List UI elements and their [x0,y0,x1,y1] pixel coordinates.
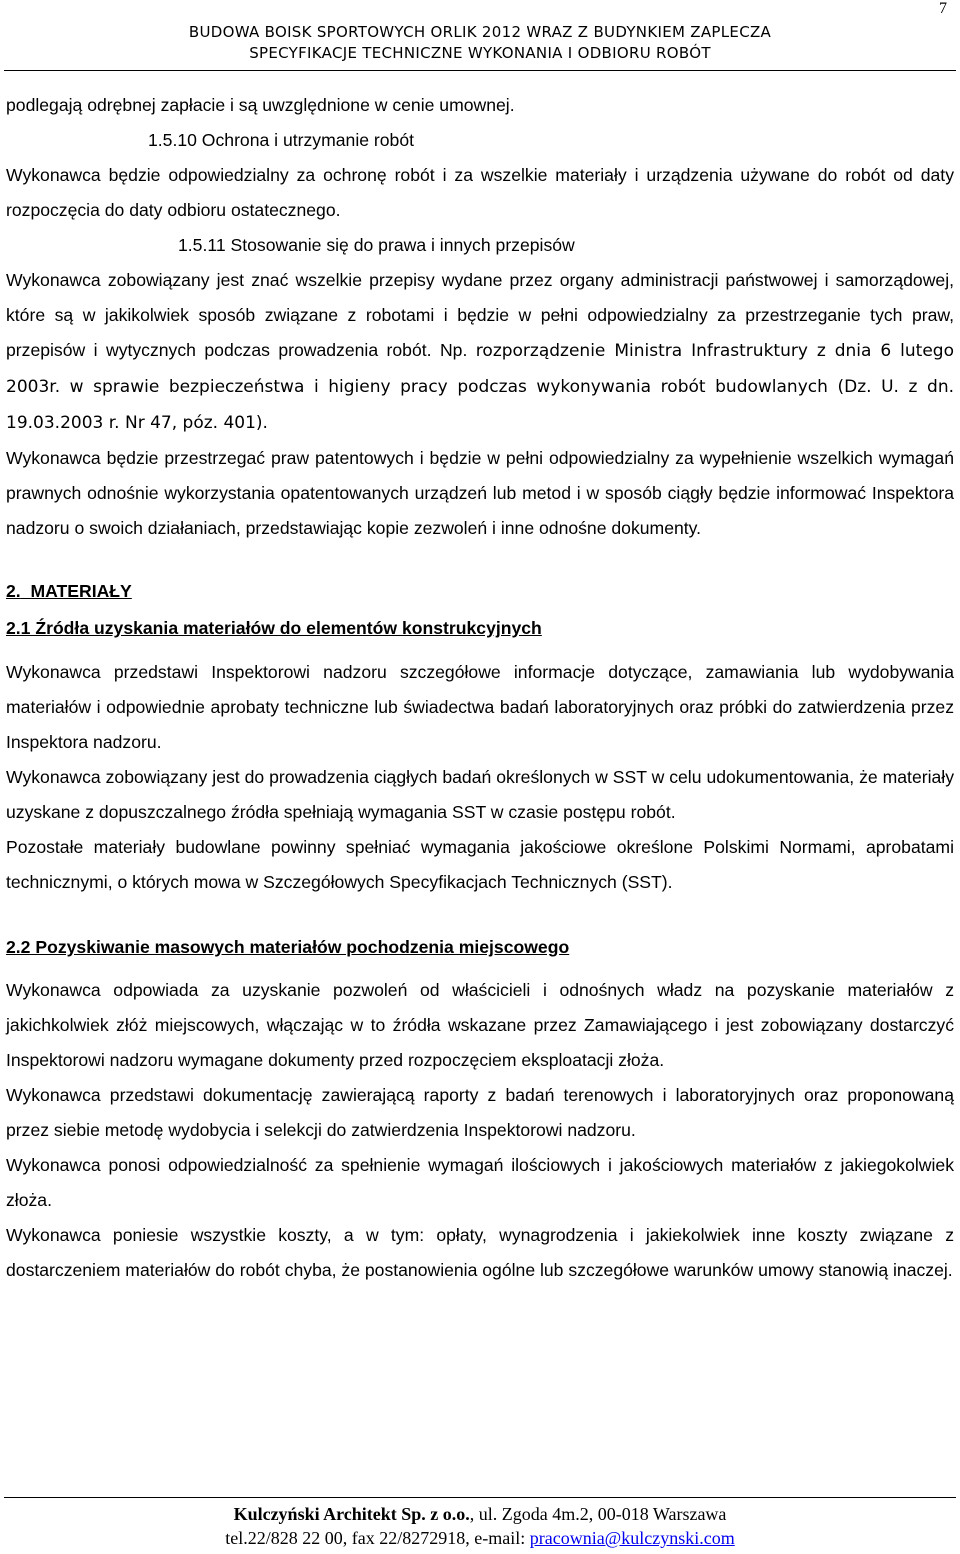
footer-divider [4,1497,956,1498]
section-heading-1-5-10: 1.5.10 Ochrona i utrzymanie robót [148,130,415,150]
document-header [0,22,960,64]
paragraph-costs: Wykonawca poniesie wszystkie koszty, a w tym: opłaty, wynagrodzenia i jakiekolwiek inne koszty związane z dostarczeniem materiałów do robót chyba, że postanowienia ogólne lub szczegółowe warunków umowy stanowią inaczej. [6,1225,954,1280]
regulations-example-text: rozporządzenie Ministra Infrastruktury z dnia 6 lutego 2003r. w sprawie bezpieczeństwa i higieny pracy podczas wykonywania robót budowlanych (Dz. U. z dn. 19.03.2003 r. Nr 47, póz. 401). [6,341,954,433]
footer-email-link[interactable]: pracownia@kulczynski.com [529,1528,735,1548]
paragraph-other-materials: Pozostałe materiały budowlane powinny spełniać wymagania jakościowe określone Polskimi Normami, aprobatami technicznymi, o których mowa w Szczegółowych Specyfikacjach Technicznych (SST). [6,837,954,892]
paragraph-material-sources: Wykonawca przedstawi Inspektorowi nadzoru szczegółowe informacje dotyczące, zamawiania lub wydobywania materiałów i odpowiednie aprobaty techniczne lub świadectwa badań laboratoryjnych oraz próbki do zatwierdzenia przez Inspektora nadzoru. [6,662,954,752]
paragraph-responsibility: Wykonawca ponosi odpowiedzialność za spełnienie wymagań ilościowych i jakościowych materiałów z jakiegokolwiek złoża. [6,1155,954,1210]
footer-company-line [0,1502,960,1526]
footer-company-name: Kulczyński Architekt Sp. z o.o. [233,1504,470,1524]
page-number: 7 [939,0,947,17]
document-footer [0,1502,960,1550]
footer-phone-fax: tel.22/828 22 00, fax 22/8272918, e-mail: [225,1528,530,1548]
paragraph-protection: Wykonawca będzie odpowiedzialny za ochronę robót i za wszelkie materiały i urządzenia używane do robót od daty rozpoczęcia do daty odbioru ostatecznego. [6,165,954,220]
section-2-number: 2. [6,581,21,601]
footer-contact-line [0,1526,960,1550]
paragraph-regulations [6,263,954,441]
section-heading-2-1: 2.1 Źródła uzyskania materiałów do elementów konstrukcyjnych [6,618,542,638]
spacer [6,546,954,574]
paragraph-payment: podlegają odrębnej zapłacie i są uwzględnione w cenie umownej. [6,95,515,115]
paragraph-patents: Wykonawca będzie przestrzegać praw patentowych i będzie w pełni odpowiedzialny za wypełnienie wszelkich wymagań prawnych odnośnie wykorzystania opatentowanych urządzeń lub metod i w sposób ciągły będzie informować Inspektora nadzoru o swoich działaniach, przedstawiając kopie zezwoleń i inne odnośne dokumenty. [6,448,954,538]
paragraph-documentation: Wykonawca przedstawi dokumentację zawierającą raporty z badań terenowych i laboratoryjnych oraz proponowaną przez siebie metodę wydobycia i selekcji do zatwierdzenia Inspektorowi nadzoru. [6,1085,954,1140]
section-heading-2 [6,574,954,609]
header-spec-title: SPECYFIKACJE TECHNICZNE WYKONANIA I ODBIORU ROBÓT [249,44,711,62]
document-body [6,88,954,1288]
section-heading-2-2: 2.2 Pozyskiwanie masowych materiałów pochodzenia miejscowego [6,937,570,957]
footer-address: , ul. Zgoda 4m.2, 00-018 Warszawa [469,1504,727,1524]
section-heading-1-5-11: 1.5.11 Stosowanie się do prawa i innych przepisów [178,235,575,255]
header-divider [4,70,956,71]
paragraph-permits: Wykonawca odpowiada za uzyskanie pozwoleń od właścicieli i odnośnych władz na pozyskanie materiałów z jakichkolwiek złóż miejscowych, włączając w to źródła wskazane przez Zamawiającego i jest zobowiązany dostarczyć Inspektorowi nadzoru wymagane dokumenty przed rozpoczęciem eksploatacji złoża. [6,980,954,1070]
paragraph-continuous-testing: Wykonawca zobowiązany jest do prowadzenia ciągłych badań określonych w SST w celu udokumentowania, że materiały uzyskane z dopuszczalnego źródła spełniają wymagania SST w czasie postępu robót. [6,767,954,822]
spacer [6,900,954,930]
regulations-example-label: Np. [439,340,468,360]
header-project-title: BUDOWA BOISK SPORTOWYCH ORLIK 2012 WRAZ Z BUDYNKIEM ZAPLECZA [188,23,772,41]
section-2-title: MATERIAŁY [30,581,132,601]
regulations-text: Wykonawca zobowiązany jest znać wszelkie przepisy wydane przez organy administracji państwowej i samorządowej, które są w jakikolwiek sposób związane z robotami i będzie w pełni odpowiedzialny za przestrzeganie tych praw, przepisów i wytycznych podczas prowadzenia robót. [6,270,954,360]
